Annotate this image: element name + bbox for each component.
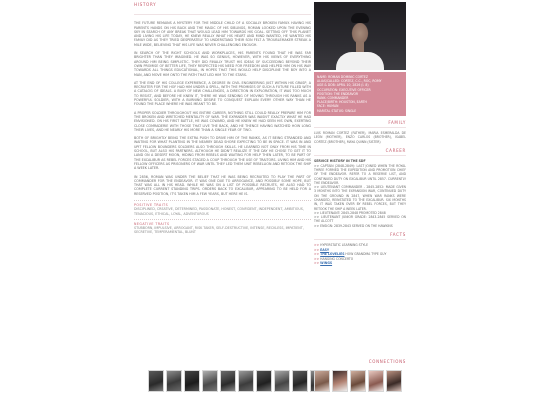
connection-thumbnail[interactable] (368, 370, 384, 392)
gallery-thumbnail[interactable] (238, 370, 254, 392)
career-item: >> LIEUTENANT: 2845-2848 PROMOTED 2848 (314, 210, 386, 215)
career-item: >> ENSIGN: 2839-2843 SERVED ON THE HAWKINS (314, 223, 393, 228)
fact-link[interactable]: WINGS (320, 260, 333, 265)
profile-line: OCCUPATION: EXECUTIVE OFFICER (317, 87, 371, 92)
facts-title: FACTS (390, 232, 406, 238)
fact-link[interactable]: THE LOVELIES (320, 252, 345, 257)
connections-title: CONNECTIONS (368, 359, 406, 364)
history-paragraph: AT THE END OF HIS COLLEGE EXPERIENCE, A DEGREE IN CIVIL ENGINEERING JUST WITHIN HIS GRASP, A RECRUITER FOR THE HOF HAD HIM UNDER A SPELL, WITH THE PROMISES OF SUCH A FUTURE FILLED WITH A CATALOG OF IDEALS. A BUSY OF NEW CHALLENGES, A DIRECTION IN EXPLORATION, IT WAS TOO MUCH TO RESIST, AND BEFORE HE KNEW IT, THERE HE WAS SENDING OF MOVING THROUGH HIS RANKS AS A POWERFUL SOLDIER, WITH A BURNING DESIRE TO CONQUEST EXPLAIN EVERY OTHER WAY THAN HE FOUND THE PLACE WHERE HE WAS MEANT TO BE. (134, 80, 311, 107)
connection-thumbnail[interactable] (350, 370, 366, 392)
profile-line: ALIAS/CALLED: CORTEZ, C.C., ROC, ROMY (317, 79, 382, 84)
sidebar (314, 2, 406, 265)
gallery-strip (148, 370, 326, 392)
history-column (134, 3, 311, 238)
fact-item[interactable]: >> THE LOVELIES HOW GRANDMA TYPE GUY (314, 252, 387, 257)
history-title: HISTORY (134, 2, 157, 7)
profile-photo (314, 2, 406, 70)
history-paragraph: THE FUTURE REMAINS A MYSTERY FOR THE MIDDLE CHILD OF A SOCIALLY BROKEN FAMILY. HAVING HIS PARENTS HANDS ON HIS BACK AND THE MAGIC OF HIS SIBLINGS, ROMAN LOOKED UPON THE EVENING SKY IN SEARCH OF ANY BREAK THAT WOULD LEAD HIM TOWARDS HIS GOAL. SETTING OFF THIS PLANET AND LIVING HIS LIFE TODAY, HE KNEW REALLY WHAT HIS HEART AND MIND WANTED, HE WANTED HIS FAMILY DID AS THEY TRIED DESPERATELY TO UNDERSTAND THEIR SON FELT A TROUBLEMAKER STREAK A MILE WIDE, BELIEVING THAT HIS LIFE WAS NEVER CHALLENGING ENOUGH. (134, 21, 311, 47)
gallery-thumbnail[interactable] (274, 370, 290, 392)
fact-link[interactable]: EASY (320, 247, 330, 252)
profile-line: MARITAL STATUS: SINGLE (317, 108, 357, 113)
divider (134, 10, 311, 15)
divider (314, 127, 406, 128)
positive-traits (134, 200, 311, 216)
career-item: >> LIEUTENANT COMMANDER - 2845-2852: MADE GIVEN 3 MONTHS INTO THE EXPANSION WAR, CONTINUED DUTY ON THE GROUND IN 2847, WHEN WAR RANKS WERE CHANGED, REINSTATED TO THE EXCALIBUR. SIX MONTHS IN, IT WAS TAKEN OVER BY REBEL FORCES, BUT THEY RETOOK THE SHIP A WEEK LATER. (314, 185, 406, 211)
divider (314, 239, 406, 240)
gallery-thumbnail[interactable] (292, 370, 308, 392)
career-heading: SERVICE HISTORY IN THE SDF (314, 159, 366, 164)
positive-traits-label: POSITIVE TRAITS (134, 202, 169, 207)
profile-line: NAME: ROMAN DOMINIC CORTEZ (317, 75, 369, 79)
history-paragraph: A PROPER SOLDIER THROUGHOUT HIS ENTIRE CAREER, NOTHING STILL COULD REALLY PREPARE HIM FOR THE BROKEN AND WRETCHED MENTALITY OF WAR. THE EXPANDER WAS WASN'T EXACTLY WHAT HE HAD ENVISIONED. ON HIS FIRST BATTLE, HE WAS COWARD, AND HE KNEW HE HAD SEEN HIS OWN, EXERTING CLOSE COMRADERIE WITH THOSE THAT LIVE THE BACK, AND HE THENCE HAVING WATCHED HOW LONG THEIR LIVES, AND HE NEARLY HIS MORE THAN A SINGLE YEAR OF TWO. (134, 110, 311, 132)
gallery-thumbnail[interactable] (202, 370, 218, 392)
profile-box (314, 72, 406, 116)
profile-line: RANK: COMMANDER (317, 96, 349, 101)
gallery-thumbnail[interactable] (148, 370, 164, 392)
profile-line: POSITION: THE ENDEAVOR (317, 91, 359, 96)
career-item: >> CAPTAIN (2848-2849): LAST JOINED WHEN THE ROYAL THREE FORMED THE EXPEDITION AND PROMOTION CHIEF OF THE ENDEAVOR. REFER TO A RESERVE LIST, AND CONTINUED DUTY ON EXCALIBUR UNTIL 2857. CURRENTLY THE ENDEAVOR. (314, 163, 406, 185)
profile-line: PLACE/BIRTH: HOUSTON, EARTH (317, 100, 367, 105)
fact-item[interactable]: >> WINGS (314, 260, 333, 265)
fact-item: >> HANGING CONCERTO (314, 256, 354, 261)
connections-section (314, 360, 406, 364)
negative-traits-text: STUBBORN, IMPULSIVE, ARROGANT, RISK TAKER, SELF-DESTRUCTIVE, INTENSE, RECKLESS, IMPATIENT, SECRETIVE, TEMPERAMENTAL, BLUNT (134, 226, 304, 235)
gallery-thumbnail[interactable] (184, 370, 200, 392)
negative-traits (134, 219, 311, 235)
connection-thumbnail[interactable] (314, 370, 330, 392)
positive-traits-text: DISCIPLINED, CREATIVE, DETERMINED, PASSIONATE, HONEST, CONFIDENT, INDEPENDENT, AMBITIOUS, TENACIOUS, ETHICAL, LOYAL, ADVENTUROUS (134, 207, 304, 216)
career-title: CAREER (385, 148, 406, 154)
fact-item: >> HYPERSTATIC LEARNING STYLE (314, 243, 369, 248)
history-paragraph: BOTH OF BRIGHTLY BEING THE EXTRA PUSH TO DRIVE HIM OF THE RANKS, AS IT BEING STRANDED AND WAITING FOR WHAT PLANTING IN THE NEARBY DEAD SHORE EXPECTING TO BE IN SPACE. IT WAS IN AND UPIT FELLOW BOUNDERS SOLDIERS ALSO THROUGH SKILLS. HE LEARNED NOT ONLY FROM HIS TIME IN SCHOOL, BUT ALSO HIS PARTNERS. ALTHOUGH HE DIDN'T REALIZE IT THE DAY HE CHOSE TO GET IT TO LAND ON A DESERT MOON, HIDING FROM REBELS AND WAITING FOR HELP THEN LATER, TO BE PART OF THE EXCALIBUR AS REBEL FORCES STAGED A COUP THROUGH THE USE OF TRAITORS. LIVING HIM AND HIS FELLOW OFFICERS AS PRISONERS OF WAR UNTIL THEY LED THEM UNIT REBELLION AND RETOOK THE SHIP A WEEK LATER. (134, 136, 311, 171)
gallery-thumbnail[interactable] (166, 370, 182, 392)
history-paragraph: IN SEARCH OF THE RIGHT SCHOOLS AND WORKPLACES, HIS PARENTS FOUND THAT HE WAS FAR BRIGHTER THAN THEY IMAGINED. HE WAS SO GENIUS, HOWEVER, WITH HIS VIEWS OF EVERYTHING AROUND HIM BEING SIMPLISTIC. THEY DID FINALLY TRUST HIS IDEAS OF SUCCEEDING BEYOND THEIR OWN PROMISE OF BETTER LIFE, THEY RESPECTED HIS NEED FOR FREEDOM AND HELPED HIM ON HIS WAY TOWARDS ALL THINGS EDUCATIONAL, IN HOPES THAT THIS WOULD HELP DISCIPLINE THE BOY INTO A MAN, AND MOVE HIM ONTO THE PATH THAT LED HIM TO THE STARS. (134, 51, 311, 77)
family-text: LUIS ROMAN CORTEZ (FATHER), MARIA ESMERALDA DE LEÓN (MOTHER), ENZO CARLOS (BROTHER), ISABEL CORTEZ (BROTHER), MAYA QUINN (SISTER) (314, 131, 406, 144)
family-title: FAMILY (388, 119, 406, 125)
divider (314, 155, 406, 156)
negative-traits-label: NEGATIVE TRAITS (134, 221, 170, 226)
fact-item[interactable]: >> EASY (314, 247, 330, 252)
connection-thumbnail[interactable] (386, 370, 402, 392)
profile-line: AGE & DOB: APRIL 10, 2826 (I. 8) (317, 83, 369, 88)
connections-strip (314, 370, 402, 392)
history-paragraph: IN 2856, ROMAN WAS UNDER THE BELIEF THAT HE WAS BEING RECRUITED TO PLAY THE PART OF COMMANDER FOR THE ENDEAVOR. IT WAS ONE DUE TO ARROGANCE, AND POSSIBLY SOME HOPE, BUT THAT WAS ALL IN HIS HEAD. WHILE HE WAS ON A LIST OF POSSIBLE RECRUITS, HE ALSO HAD TO COMPLETE CURRENT STANDING TRIPS. ORDERS BACK TO EXCALIBUR, APPEARING TO BE HELD FOR A RESERVED POSITION, IT'S TAKEN HIM A FEW YEARS, BUT HERE HE IS. (134, 174, 311, 196)
connection-thumbnail[interactable] (332, 370, 348, 392)
profile-line: FACE: HUMAN (317, 104, 339, 109)
gallery-thumbnail[interactable] (256, 370, 272, 392)
gallery-thumbnail[interactable] (220, 370, 236, 392)
career-item: >> LIEUTENANT JUNIOR GRADE: 2843-2845 SERVED ON THE ALCOTT (314, 215, 406, 224)
